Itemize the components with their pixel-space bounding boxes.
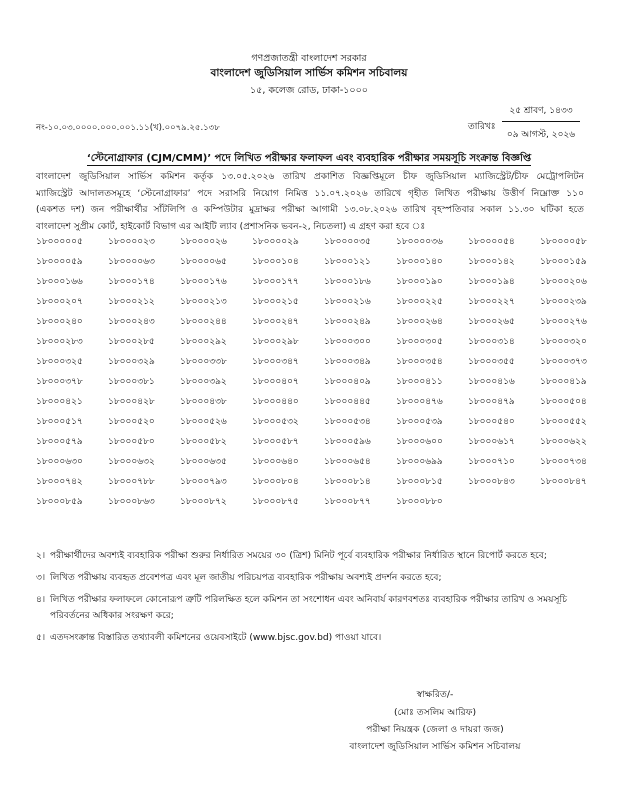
roll-number: ১৮০০০৩০৫ <box>396 337 443 347</box>
roll-number: ১৮০০০২৬৫ <box>468 317 515 327</box>
roll-number: ১৮০০০২১৬ <box>324 297 371 307</box>
roll-number: ১৮০০০৬০০ <box>396 437 443 447</box>
roll-number: ১৮০০০৮৭৫ <box>252 497 299 507</box>
roll-number: ১৮০০০৫২৬ <box>180 417 227 427</box>
roll-number: ১৮০০০০৫৪ <box>468 237 515 247</box>
roll-number: ১৮০০০৩৩৮ <box>180 357 227 367</box>
roll-row <box>36 494 596 514</box>
roll-number: ১৮০০০১৪২ <box>468 257 515 267</box>
roll-row <box>36 414 596 434</box>
date-bangla: ২৫ শ্রাবণ, ১৪৩৩ <box>502 103 580 122</box>
signed-mark: স্বাক্ষরিত/- <box>416 689 454 700</box>
office-heading: বাংলাদেশ জুডিসিয়াল সার্ভিস কমিশন সচিবালয় <box>210 67 408 79</box>
roll-number-list <box>36 234 596 514</box>
signatory-office: বাংলাদেশ জুডিসিয়াল সার্ভিস কমিশন সচিবালয় <box>349 741 521 752</box>
office-address: ১৫, কলেজ রোড, ঢাকা-১০০০ <box>250 85 368 96</box>
roll-number: ১৮০০০৪১১ <box>396 377 443 387</box>
roll-number: ১৮০০০১৬৬ <box>36 277 83 287</box>
roll-number: ১৮০০০৮৪৩ <box>468 477 515 487</box>
roll-number: ১৮০০০১০৪ <box>252 257 299 267</box>
roll-number: ১৮০০০৮৪৭ <box>540 477 587 487</box>
roll-number: ১৮০০০৫৫২ <box>540 417 587 427</box>
roll-number: ১৮০০০৮৬৩ <box>108 497 155 507</box>
roll-number: ১৮০০০৫১৭ <box>36 417 83 427</box>
roll-number: ১৮০০০৬৪০ <box>252 457 299 467</box>
roll-number: ১৮০০০৬১৭ <box>468 437 515 447</box>
roll-number: ১৮০০০২৭৬ <box>540 317 587 327</box>
roll-number: ১৮০০০৭৯৩ <box>180 477 227 487</box>
roll-row <box>36 274 596 294</box>
roll-number: ১৮০০০৩৫৫ <box>468 357 515 367</box>
roll-number: ১৮০০০৫৩২ <box>252 417 299 427</box>
note-text: লিখিত পরীক্ষায় ব্যবহৃত প্রবেশপত্র এবং মূল জাতীয় পরিচয়পত্র ব্যবহারিক পরীক্ষায় অবশ্যই প্রদর্শন করতে হবে; <box>50 573 442 583</box>
roll-row <box>36 374 596 394</box>
roll-number: ১৮০০০৮১৪ <box>324 477 371 487</box>
roll-number: ১৮০০০৩৯২ <box>180 377 227 387</box>
note-number: ৩। <box>36 573 46 583</box>
roll-number: ১৮০০০২০৬ <box>540 277 587 287</box>
roll-row <box>36 234 596 254</box>
note-text: এতদসংক্রান্ত বিস্তারিত তথ্যাবলী কমিশনের ওয়েবসাইটে (www.bjsc.gov.bd) পাওয়া যাবে। <box>50 633 382 643</box>
roll-row <box>36 354 596 374</box>
roll-number: ১৮০০০৩০০ <box>324 337 371 347</box>
roll-number: ১৮০০০০২৩ <box>108 237 155 247</box>
roll-number: ১৮০০০৭৩৪ <box>540 457 587 467</box>
notes-list <box>36 548 588 652</box>
roll-number: ১৮০০০২৪৭ <box>252 317 299 327</box>
roll-number: ১৮০০০২১৫ <box>252 297 299 307</box>
roll-number: ১৮০০০২৯২ <box>180 337 227 347</box>
roll-number: ১৮০০০৪৩৮ <box>180 397 227 407</box>
roll-number: ১৮০০০৭৮৮ <box>108 477 155 487</box>
roll-row <box>36 294 596 314</box>
roll-number: ১৮০০০০৩৫ <box>324 237 371 247</box>
government-heading: গণপ্রজাতন্ত্রী বাংলাদেশ সরকার <box>251 53 367 64</box>
roll-number: ১৮০০০২৪৯ <box>324 317 371 327</box>
notice-title <box>0 151 618 168</box>
roll-number: ১৮০০০১৭৬ <box>180 277 227 287</box>
note-number: ৫। <box>36 633 46 643</box>
roll-number: ১৮০০০৫৩৪ <box>324 417 371 427</box>
note-text: লিখিত পরীক্ষার ফলাফলে কোনোরূপ ত্রুটি পরিলক্ষিত হলে কমিশন তা সংশোধন এবং অনিবার্য কারণবশতঃ ব্যবহারিক পরীক্ষার তারিখ ও সময়সূচি পরিবর্তনের অধিকার সংরক্ষণ করে; <box>50 595 568 621</box>
roll-number: ১৮০০০৮৮০ <box>396 497 443 507</box>
roll-number: ১৮০০০৬৩৫ <box>180 457 227 467</box>
roll-number: ১৮০০০৮৭২ <box>180 497 227 507</box>
roll-number: ১৮০০০০৫৮ <box>540 237 587 247</box>
roll-number: ১৮০০০৩৪৯ <box>324 357 371 367</box>
roll-number: ১৮০০০২৮৫ <box>108 337 155 347</box>
roll-number: ১৮০০০২৪৩ <box>108 317 155 327</box>
roll-number: ১৮০০০৭৪২ <box>36 477 83 487</box>
roll-number: ১৮০০০৬২২ <box>540 437 587 447</box>
roll-number: ১৮০০০৬৫৪ <box>324 457 371 467</box>
roll-number: ১৮০০০৮৭৭ <box>324 497 371 507</box>
roll-number: ১৮০০০৬৯৯ <box>396 457 443 467</box>
roll-number: ১৮০০০৩১৪ <box>468 337 515 347</box>
roll-number: ১৮০০০০৩৬ <box>396 237 443 247</box>
roll-number: ১৮০০০০৬৫ <box>180 257 227 267</box>
roll-number: ১৮০০০৪২১ <box>36 397 83 407</box>
roll-number: ১৮০০০৪০৯ <box>324 377 371 387</box>
roll-number: ১৮০০০২৩৯ <box>540 297 587 307</box>
roll-number: ১৮০০০২১২ <box>108 297 155 307</box>
intro-line: বাংলাদেশ সুপ্রীম কোর্ট, হাইকোর্ট বিভাগ এর আইটি ল্যাব (প্রশাসনিক ভবন-২, নিচতলা) এ গ্রহণ করা হবে ঃ <box>36 221 426 232</box>
roll-number: ১৮০০০৪১৬ <box>468 377 515 387</box>
roll-row <box>36 394 596 414</box>
roll-number: ১৮০০০৫৯৬ <box>324 437 371 447</box>
roll-number: ১৮০০০৫৭৯ <box>36 437 83 447</box>
intro-line: ম্যাজিস্ট্রেট আদালতসমূহে ‘স্টেনোগ্রাফার’ পদে সরাসরি নিয়োগ নিমিত্ত ১১.০৭.২০২৬ তারিখে গৃহীত লিখিত পরীক্ষায় উত্তীর্ণ নিম্নোক্ত ১১০ <box>36 188 584 199</box>
roll-number: ১৮০০০৪৭৬ <box>396 397 443 407</box>
note-text: পরীক্ষার্থীদের অবশ্যই ব্যবহারিক পরীক্ষা শুরুর নির্ধারিত সময়ের ৩০ (ত্রিশ) মিনিট পূর্বে ব্যবহারিক পরীক্ষার নির্ধারিত স্থানে রিপোর্ট করতে হবে; <box>50 551 547 561</box>
roll-number: ১৮০০০২২৭ <box>468 297 515 307</box>
roll-number: ১৮০০০৭১০ <box>468 457 515 467</box>
roll-number: ১৮০০০৮০৪ <box>252 477 299 487</box>
roll-number: ১৮০০০৫৮২ <box>180 437 227 447</box>
roll-number: ১৮০০০৫৮০ <box>108 437 155 447</box>
roll-number: ১৮০০০৩৫৪ <box>396 357 443 367</box>
roll-number: ১৮০০০৫৮৭ <box>252 437 299 447</box>
intro-line: বাংলাদেশ জুডিসিয়াল সার্ভিস কমিশন কর্তৃক ১৩.০৫.২০২৬ তারিখ প্রকাশিত বিজ্ঞপ্তিমূলে চীফ জুডিসিয়াল ম্যাজিস্ট্রেট/চীফ মেট্রোপলিটন <box>36 172 584 182</box>
roll-row <box>36 314 596 334</box>
intro-line: (একশত দশ) জন পরীক্ষার্থীর সাঁটলিপি ও কম্পিউটার মুদ্রাক্ষর পরীক্ষা আগামী ১৩.০৮.২০২৬ তারিখ বৃহস্পতিবার সকাল ১১.৩০ ঘটিকা হতে <box>36 205 584 215</box>
roll-number: ১৮০০০৮৫৯ <box>36 497 83 507</box>
intro-paragraph <box>36 169 584 235</box>
roll-number: ১৮০০০১৭৭ <box>252 277 299 287</box>
roll-number: ১৮০০০১২১ <box>324 257 371 267</box>
date-block <box>502 103 580 142</box>
roll-number: ১৮০০০০২৬ <box>180 237 227 247</box>
date-label: তারিখঃ <box>468 122 496 132</box>
roll-number: ১৮০০০২২৫ <box>396 297 443 307</box>
roll-row <box>36 474 596 494</box>
roll-number: ১৮০০০৪০৭ <box>252 377 299 387</box>
roll-number: ১৮০০০৪৭৯ <box>468 397 515 407</box>
roll-number: ১৮০০০১৪০ <box>396 257 443 267</box>
roll-number: ১৮০০০৪৪০ <box>252 397 299 407</box>
roll-number: ১৮০০০২৬৪ <box>396 317 443 327</box>
roll-number: ১৮০০০২৮৩ <box>36 337 83 347</box>
note-item <box>36 592 588 624</box>
roll-number: ১৮০০০১৯৪ <box>468 277 515 287</box>
note-item <box>36 548 588 564</box>
roll-number: ১৮০০০৩৮১ <box>108 377 155 387</box>
roll-number: ১৮০০০৪৪৫ <box>324 397 371 407</box>
note-item <box>36 630 588 646</box>
roll-number: ১৮০০০২৪৪ <box>180 317 227 327</box>
roll-number: ১৮০০০৫২০ <box>108 417 155 427</box>
roll-number: ১৮০০০২৪০ <box>36 317 83 327</box>
roll-number: ১৮০০০৫০৪ <box>540 397 587 407</box>
roll-number: ১৮০০০৮১৫ <box>396 477 443 487</box>
roll-row <box>36 434 596 454</box>
note-number: ৪। <box>36 595 46 605</box>
roll-number: ১৮০০০৪১৯ <box>540 377 587 387</box>
date-english: ০৯ আগস্ট, ২০২৬ <box>506 130 576 140</box>
roll-number: ১৮০০০৩৭৩ <box>540 357 587 367</box>
roll-number: ১৮০০০২১৩ <box>180 297 227 307</box>
roll-number: ১৮০০০৩২০ <box>540 337 587 347</box>
roll-number: ১৮০০০৫৩৯ <box>396 417 443 427</box>
signatory-name: (মোঃ তসলিম আরিফ) <box>393 707 477 718</box>
roll-number: ১৮০০০০০৫ <box>36 237 83 247</box>
roll-number: ১৮০০০২০৭ <box>36 297 83 307</box>
roll-number: ১৮০০০১৯০ <box>396 277 443 287</box>
roll-number: ১৮০০০২৯৮ <box>252 337 299 347</box>
roll-number: ১৮০০০১৮৬ <box>324 277 371 287</box>
signatory-designation: পরীক্ষা নিয়ন্ত্রক (জেলা ও দায়রা জজ) <box>366 724 504 735</box>
notice-title-text: ‘স্টেনোগ্রাফার (CJM/CMM)’ পদে লিখিত পরীক্ষার ফলাফল এবং ব্যবহারিক পরীক্ষার সময়সূচি সংক্রান্ত বিজ্ঞপ্তি <box>86 153 532 164</box>
note-item <box>36 570 588 586</box>
roll-number: ১৮০০০৩৪৭ <box>252 357 299 367</box>
roll-number: ১৮০০০০৫৯ <box>36 257 83 267</box>
roll-number: ১৮০০০৬৩২ <box>108 457 155 467</box>
roll-number: ১৮০০০১৭৪ <box>108 277 155 287</box>
roll-number: ১৮০০০৩২৫ <box>36 357 83 367</box>
roll-number: ১৮০০০০২৯ <box>252 237 299 247</box>
roll-row <box>36 454 596 474</box>
roll-number: ১৮০০০৩২৯ <box>108 357 155 367</box>
memo-number: নং-১০.০৩.০০০০.০০০.০০১.১১(খ).০০৭৯.২৫.১৩৮ <box>36 123 220 133</box>
note-number: ২। <box>36 551 46 561</box>
roll-number: ১৮০০০০৬৩ <box>108 257 155 267</box>
roll-number: ১৮০০০৪২৮ <box>108 397 155 407</box>
roll-row <box>36 254 596 274</box>
roll-number: ১৮০০০৫৪০ <box>468 417 515 427</box>
roll-number: ১৮০০০৬৩০ <box>36 457 83 467</box>
roll-number: ১৮০০০১৫৯ <box>540 257 587 267</box>
roll-number: ১৮০০০৩৭৮ <box>36 377 83 387</box>
roll-row <box>36 334 596 354</box>
